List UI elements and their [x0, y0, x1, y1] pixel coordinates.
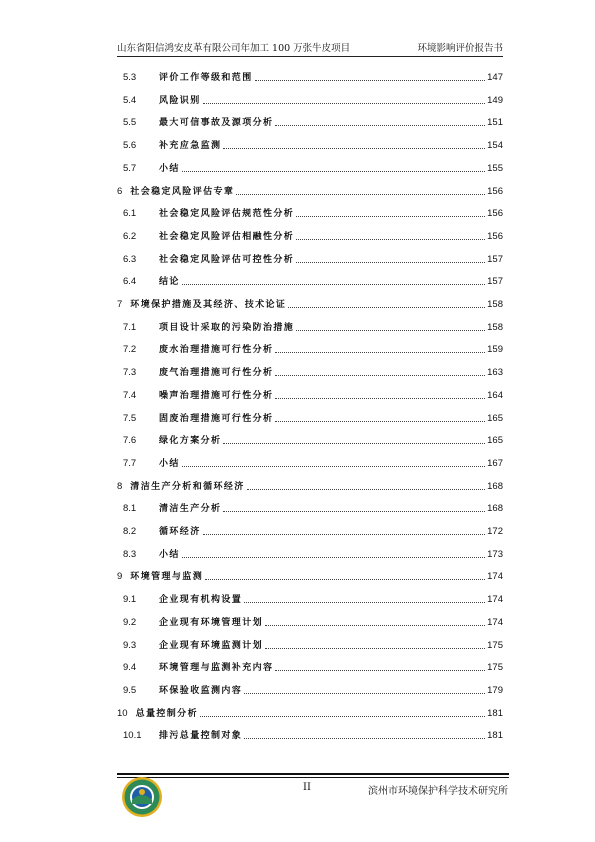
toc-entry[interactable] — [117, 297, 503, 311]
toc-entry-page: 155 — [487, 162, 503, 174]
institute-logo-icon — [121, 776, 163, 818]
toc-leader-dots — [223, 147, 485, 149]
toc-entry-number: 5.5 — [123, 117, 137, 129]
toc-entry-number: 8.3 — [123, 548, 137, 560]
toc-entry-page: 179 — [487, 684, 503, 696]
toc-entry-page: 173 — [487, 548, 503, 560]
toc-entry-page: 156 — [487, 185, 503, 197]
toc-entry[interactable] — [117, 138, 503, 152]
toc-entry-number: 7.7 — [123, 457, 137, 469]
toc-entry[interactable] — [117, 524, 503, 538]
toc-entry[interactable] — [117, 569, 503, 583]
toc-entry-title: 评价工作等级和范围 — [159, 73, 253, 83]
toc-entry-page: 174 — [487, 594, 503, 606]
toc-entry-number: 6.1 — [123, 208, 137, 220]
toc-entry[interactable] — [117, 728, 503, 742]
footer-divider-thin — [117, 777, 509, 778]
toc-entry[interactable] — [117, 184, 503, 198]
toc-leader-dots — [205, 578, 485, 580]
toc-entry-title: 社会稳定风险评估专章 — [130, 186, 235, 197]
toc-entry-number: 9 — [117, 571, 123, 583]
toc-entry[interactable] — [117, 388, 503, 402]
toc-entry-number: 6.3 — [123, 253, 137, 265]
toc-entry-title: 小结 — [159, 163, 180, 174]
toc-entry-page: 156 — [487, 208, 503, 220]
toc-entry-title: 社会稳定风险评估相融性分析 — [159, 231, 295, 242]
toc-entry[interactable] — [117, 252, 503, 266]
page-number: II — [303, 782, 311, 793]
toc-leader-dots — [296, 261, 485, 263]
toc-entry-number: 8.1 — [123, 503, 137, 515]
toc-entry-title: 结论 — [159, 277, 180, 288]
toc-entry-number: 7.2 — [123, 344, 137, 356]
toc-entry-number: 6.4 — [123, 276, 137, 288]
toc-entry[interactable] — [117, 547, 503, 561]
toc-entry-page: 156 — [487, 230, 503, 242]
toc-leader-dots — [296, 329, 485, 331]
toc-entry-title: 废气治理措施可行性分析 — [159, 368, 274, 379]
toc-entry-number: 6.2 — [123, 230, 137, 242]
toc-entry-number: 9.2 — [123, 616, 137, 628]
toc-entry-page: 181 — [487, 707, 503, 719]
header-divider — [117, 56, 503, 57]
toc-entry[interactable] — [117, 274, 503, 288]
toc-entry-title: 循环经济 — [159, 527, 201, 537]
toc-leader-dots — [275, 669, 485, 671]
toc-entry-title: 废水治理措施可行性分析 — [159, 345, 274, 356]
toc-leader-dots — [244, 737, 485, 739]
toc-leader-dots — [203, 102, 486, 104]
toc-entry-title: 企业现有机构设置 — [159, 595, 243, 606]
toc-entry-page: 149 — [487, 94, 503, 106]
toc-entry-page: 157 — [487, 253, 503, 265]
toc-entry-title: 小结 — [159, 549, 180, 560]
toc-leader-dots — [296, 238, 485, 240]
toc-entry[interactable] — [117, 161, 503, 175]
toc-entry-title: 环境保护措施及其经济、技术论证 — [130, 300, 287, 310]
toc-entry[interactable] — [117, 342, 503, 356]
toc-entry-number: 7.5 — [123, 412, 137, 424]
toc-entry-title: 企业现有环境管理计划 — [159, 617, 264, 628]
toc-entry-number: 5.6 — [123, 140, 137, 152]
toc-leader-dots — [236, 193, 485, 195]
toc-entry-page: 168 — [487, 503, 503, 515]
toc-entry-number: 5.3 — [123, 72, 137, 83]
toc-entry-page: 164 — [487, 389, 503, 401]
toc-entry-title: 企业现有环境监测计划 — [159, 640, 264, 651]
toc-entry[interactable] — [117, 365, 503, 379]
toc-entry-page: 172 — [487, 526, 503, 537]
toc-entry-number: 9.4 — [123, 662, 137, 674]
toc-leader-dots — [255, 79, 486, 81]
header-document-type: 环境影响评价报告书 — [417, 43, 503, 54]
toc-entry[interactable] — [117, 411, 503, 425]
toc-entry-title: 总量控制分析 — [135, 708, 198, 719]
toc-leader-dots — [244, 692, 485, 694]
toc-entry[interactable] — [117, 456, 503, 470]
toc-entry[interactable] — [117, 660, 503, 674]
toc-leader-dots — [244, 601, 485, 603]
toc-entry-number: 9.1 — [123, 594, 137, 606]
toc-leader-dots — [182, 170, 485, 172]
toc-entry[interactable] — [117, 229, 503, 243]
toc-leader-dots — [275, 420, 485, 422]
toc-entry-page: 174 — [487, 571, 503, 583]
toc-entry-title: 风险识别 — [159, 95, 201, 106]
toc-entry[interactable] — [117, 683, 503, 697]
toc-entry-title: 环保验收监测内容 — [159, 685, 243, 696]
toc-entry-number: 8.2 — [123, 526, 137, 537]
toc-entry-number: 5.4 — [123, 94, 137, 106]
toc-leader-dots — [203, 533, 486, 535]
toc-leader-dots — [275, 351, 485, 353]
toc-leader-dots — [182, 556, 485, 558]
toc-entry-page: 174 — [487, 616, 503, 628]
toc-entry-page: 165 — [487, 412, 503, 424]
toc-entry-number: 5.7 — [123, 162, 137, 174]
toc-entry-number: 8 — [117, 480, 123, 492]
toc-leader-dots — [200, 715, 485, 717]
toc-entry-title: 补充应急监测 — [159, 141, 222, 152]
toc-entry-page: 151 — [487, 117, 503, 129]
toc-leader-dots — [223, 442, 485, 444]
toc-leader-dots — [265, 624, 485, 626]
toc-entry[interactable] — [117, 615, 503, 629]
toc-entry-title: 项目设计采取的污染防治措施 — [159, 322, 295, 333]
toc-entry-page: 157 — [487, 276, 503, 288]
footer-divider-thick — [117, 773, 509, 775]
toc-leader-dots — [288, 306, 485, 308]
toc-entry-page: 165 — [487, 435, 503, 447]
toc-entry[interactable] — [117, 70, 503, 84]
toc-entry-title: 清洁生产分析 — [159, 504, 222, 515]
toc-leader-dots — [296, 215, 485, 217]
toc-leader-dots — [265, 647, 485, 649]
toc-entry-title: 排污总量控制对象 — [159, 731, 243, 742]
toc-entry-number: 7.1 — [123, 321, 137, 333]
toc-leader-dots — [275, 374, 485, 376]
toc-leader-dots — [247, 488, 485, 490]
toc-entry-number: 9.3 — [123, 639, 137, 651]
toc-entry-number: 10.1 — [123, 730, 142, 742]
toc-entry-title: 环境管理与监测补充内容 — [159, 663, 274, 674]
toc-entry[interactable] — [117, 206, 503, 220]
toc-entry-page: 167 — [487, 457, 503, 469]
toc-entry[interactable] — [117, 320, 503, 334]
page-header — [117, 40, 503, 56]
toc-entry[interactable] — [117, 706, 503, 720]
toc-leader-dots — [182, 283, 485, 285]
toc-entry-page: 154 — [487, 140, 503, 152]
toc-entry-title: 小结 — [159, 458, 180, 469]
toc-entry[interactable] — [117, 592, 503, 606]
toc-entry-page: 158 — [487, 321, 503, 333]
toc-entry-number: 7.3 — [123, 367, 137, 379]
toc-entry-title: 清洁生产分析和循环经济 — [130, 481, 245, 492]
toc-entry-title: 噪声治理措施可行性分析 — [159, 390, 274, 401]
toc-entry-page: 163 — [487, 367, 503, 379]
toc-leader-dots — [223, 510, 485, 512]
toc-entry[interactable] — [117, 433, 503, 447]
toc-entry-title: 固废治理措施可行性分析 — [159, 413, 274, 424]
toc-leader-dots — [182, 465, 485, 467]
toc-entry-page: 147 — [487, 72, 503, 83]
toc-entry-page: 175 — [487, 662, 503, 674]
toc-entry-title: 环境管理与监测 — [130, 572, 204, 583]
toc-entry-number: 7 — [117, 299, 123, 310]
toc-entry[interactable] — [117, 501, 503, 515]
toc-leader-dots — [275, 397, 485, 399]
toc-entry-page: 168 — [487, 480, 503, 492]
toc-entry-page: 181 — [487, 730, 503, 742]
toc-entry-page: 175 — [487, 639, 503, 651]
toc-entry-number: 10 — [117, 707, 128, 719]
toc-entry-page: 159 — [487, 344, 503, 356]
toc-entry-title: 社会稳定风险评估可控性分析 — [159, 254, 295, 265]
toc-entry-number: 7.6 — [123, 435, 137, 447]
toc-entry-title: 最大可信事故及源项分析 — [159, 118, 274, 129]
toc-entry-page: 158 — [487, 299, 503, 310]
header-project-title: 山东省阳信鸿安皮革有限公司年加工 100 万张牛皮项目 — [117, 43, 351, 54]
toc-entry[interactable] — [117, 638, 503, 652]
toc-leader-dots — [275, 124, 485, 126]
toc-entry[interactable] — [117, 115, 503, 129]
footer-organization: 滨州市环境保护科学技术研究所 — [368, 786, 508, 797]
toc-entry-number: 6 — [117, 185, 123, 197]
toc-entry-number: 9.5 — [123, 684, 137, 696]
toc-entry-title: 绿化方案分析 — [159, 436, 222, 447]
toc-entry-title: 社会稳定风险评估规范性分析 — [159, 209, 295, 220]
toc-entry-number: 7.4 — [123, 389, 137, 401]
toc-entry[interactable] — [117, 93, 503, 107]
toc-entry[interactable] — [117, 479, 503, 493]
